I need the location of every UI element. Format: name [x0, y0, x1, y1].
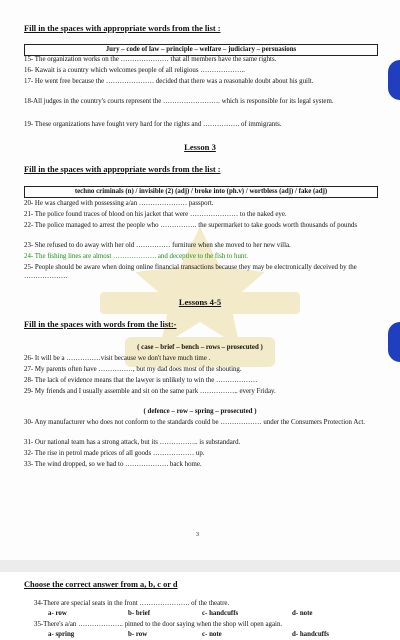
- page-gap: [0, 560, 400, 572]
- word-set-1: ( case – brief – bench – rows – prosecuted ): [137, 344, 263, 351]
- sentence-29: 29- My friends and I usually assemble and sit on the same park …………….. every Friday.: [24, 388, 276, 395]
- section1-title: Fill in the spaces with appropriate words from the list :: [24, 24, 221, 33]
- sentence-33: 33- The wind dropped, so we had to ………………. back home.: [24, 461, 202, 468]
- q35-option-d[interactable]: d- handcuffs: [292, 631, 329, 638]
- sentence-23: 23- She refused to do away with her old …………… furniture when she moved to her new villa.: [24, 242, 291, 249]
- lessons45-heading: Lessons 4-5: [178, 297, 222, 307]
- sentence-19: 19- These organizations have fought very hard for the rights and ……………. of immigrants.: [24, 121, 282, 128]
- sentence-32: 32- The rise in petrol made prices of all goods ……………… up.: [24, 450, 205, 457]
- sentence-22: 22- The police managed to arrest the people who ……………. the supermarket to take goods worth thousands of pounds: [24, 222, 358, 229]
- sentence-25: 25- People should be aware when doing online financial transactions because they may be electronically deceived by the ……………….: [24, 264, 359, 280]
- q35-option-c[interactable]: c- note: [202, 631, 222, 638]
- sentence-16: 16- Kawait is a country which welcomes people of all religious ………………..: [24, 67, 246, 74]
- lesson3-heading: Lesson 3: [184, 142, 216, 152]
- sentence-17: 17- He went free because the ………………… decided that there was a reasonable doubt about his guilt.: [24, 78, 314, 85]
- sentence-28: 28- The lack of evidence means that the lawyer is unlikely to win the ………………: [24, 377, 258, 384]
- q35-option-b[interactable]: b- row: [128, 631, 148, 638]
- q34-option-d[interactable]: d- note: [292, 610, 313, 617]
- sentence-15: 15- The organization works on the ………………… that all members have the same rights.: [24, 56, 277, 63]
- page-number: 3: [196, 532, 199, 538]
- lesson3-word-box: techno criminals (n) / invisible (2) (adj) / broke into (ph.v) / wortbless (adj) / fake (adj): [24, 186, 378, 198]
- side-tab-top: [388, 60, 400, 100]
- sentence-20: 20- He was charged with possessing a/an ………………… passport.: [24, 200, 214, 207]
- mcq-title: Choose the correct answer from a, b, c or d: [24, 580, 178, 589]
- q34-option-b[interactable]: b- brief: [128, 610, 151, 617]
- sentence-24: 24- The fishing lines are almost ………………. and deceptive to the fish to hunt.: [24, 253, 248, 260]
- sentence-31: 31- Our national team has a strong attack, but its …………….. is substandard.: [24, 439, 241, 446]
- sentence-18: 18-All judges in the country's courts represent the ……………………. which is responsible for its legal system.: [24, 98, 334, 105]
- sentence-27: 27- My parents often have ……………, but my dad does most of the shouting.: [24, 366, 242, 373]
- sentence-26: 26- It will be a ……………visit because we don't have much time .: [24, 355, 211, 362]
- next-page: [0, 572, 400, 640]
- sentence-30: 30- Any manufacturer who does not conform to the standards could be ……………… under the Consumers Protection Act.: [24, 419, 366, 426]
- side-tab-bottom: [388, 322, 400, 362]
- question-34: 34-There are special seats in the front …………………. of the theatre.: [34, 600, 230, 607]
- question-35: 35-There's a/an ……………….. pinned to the door saying when the shop will open again.: [34, 621, 283, 628]
- sentence-21: 21- The police found traces of blood on his jacket that were ………………… to the naked eye.: [24, 211, 287, 218]
- lessons45-title: Fill in the spaces with words from the list:-: [24, 320, 177, 329]
- q34-option-a[interactable]: a- row: [48, 610, 67, 617]
- q34-option-c[interactable]: c- handcuffs: [202, 610, 239, 617]
- q35-option-a[interactable]: a- spring: [48, 631, 75, 638]
- lesson3-title: Fill in the spaces with appropriate words from the list :: [24, 165, 221, 174]
- word-set-2: ( defence – row – spring – prosecuted ): [143, 408, 257, 415]
- section1-word-box: Jury – code of law – principle – welfare – judiciary – persuasions: [24, 44, 378, 56]
